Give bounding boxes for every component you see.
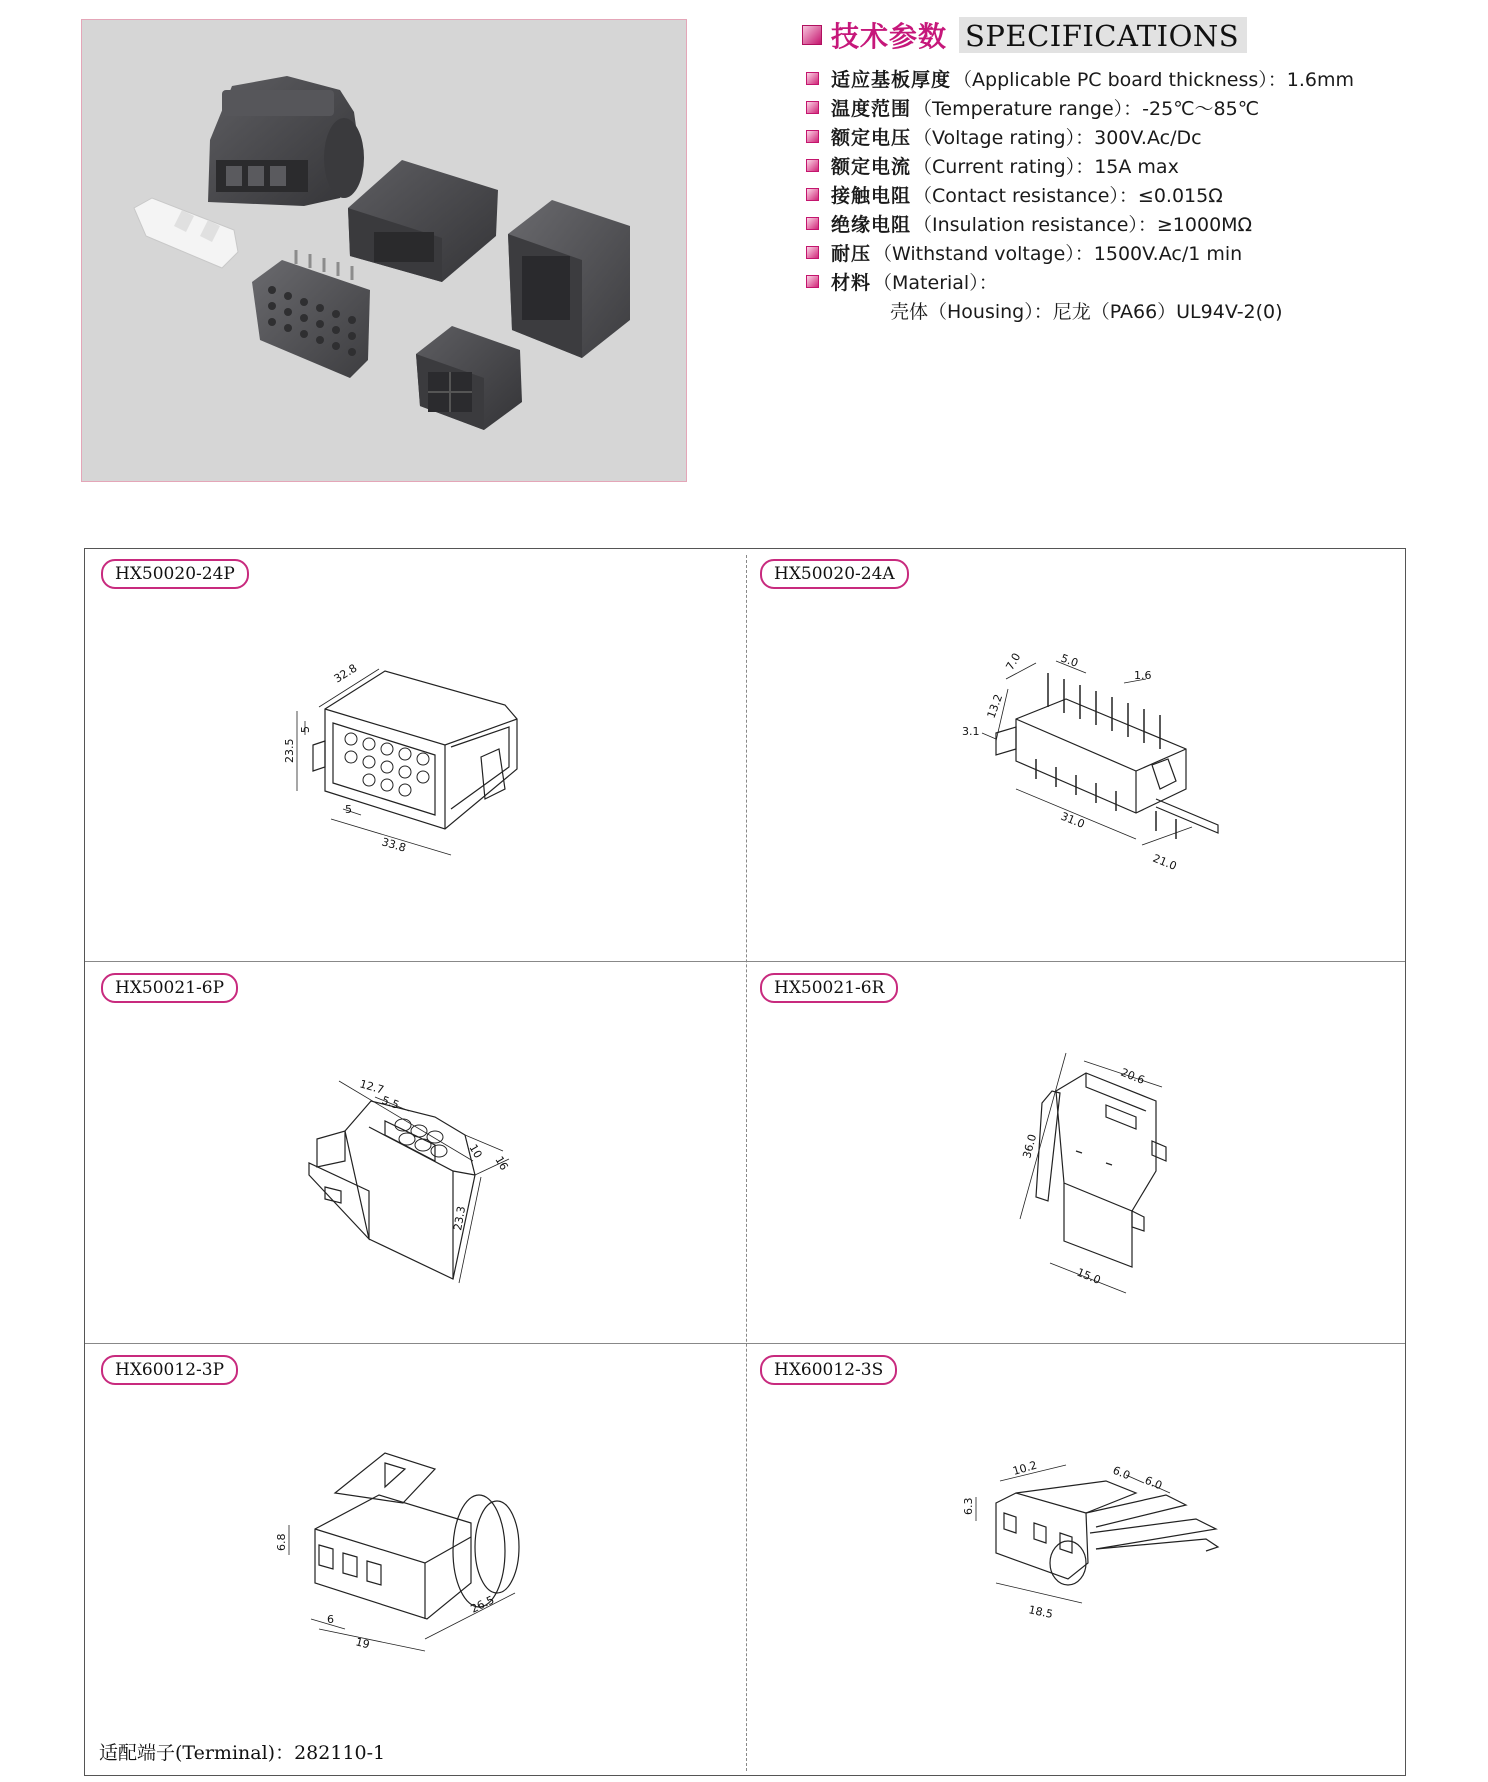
plug-24p-photo bbox=[348, 160, 498, 282]
dimension-label: 6.0 bbox=[1110, 1463, 1132, 1483]
spec-list bbox=[806, 64, 1486, 325]
dimension-label: 15.0 bbox=[1074, 1265, 1103, 1287]
dimension-label: 10.2 bbox=[1011, 1458, 1039, 1478]
drawing-cell-hx50020-24p bbox=[85, 549, 746, 961]
dimension-label: 23.3 bbox=[451, 1205, 469, 1232]
dimension-label: 5 bbox=[299, 726, 312, 733]
receptacle-6r-photo bbox=[508, 200, 630, 358]
header-24a-photo bbox=[252, 250, 370, 378]
dimension-label: 13.2 bbox=[984, 692, 1006, 721]
spec-label: 接触电阻 bbox=[831, 185, 912, 207]
drawing-hx50021-6r bbox=[956, 1031, 1256, 1291]
model-badge: HX50020-24A bbox=[760, 559, 909, 589]
bullet-square-icon bbox=[806, 101, 819, 114]
dimension-label: 6.0 bbox=[1142, 1473, 1164, 1493]
dimension-label: 3.1 bbox=[962, 725, 980, 738]
dimension-label: 16 bbox=[492, 1154, 511, 1173]
spec-value: （Temperature range）：-25℃～85℃ bbox=[913, 98, 1260, 120]
spec-row-withstand-voltage bbox=[806, 238, 1486, 267]
bullet-square-icon bbox=[802, 25, 822, 45]
dimension-label: 6.8 bbox=[275, 1533, 288, 1551]
spec-label: 适应基板厚度 bbox=[831, 69, 952, 91]
spec-title-en: SPECIFICATIONS bbox=[959, 17, 1247, 53]
spec-value: （Voltage rating）：300V.Ac/Dc bbox=[913, 127, 1202, 149]
model-badge: HX50020-24P bbox=[101, 559, 249, 589]
drawing-cell-hx50021-6r bbox=[746, 961, 1407, 1343]
plug-6p-photo bbox=[416, 326, 522, 430]
dimension-label: 36.0 bbox=[1020, 1132, 1040, 1160]
spec-label: 额定电流 bbox=[831, 156, 912, 178]
connector-photo-illustration bbox=[82, 20, 688, 483]
spec-row-current bbox=[806, 151, 1486, 180]
spec-row-insulation-resistance bbox=[806, 209, 1486, 238]
dimension-label: 12.7 bbox=[358, 1077, 386, 1097]
plug-3p-photo bbox=[208, 76, 364, 206]
dimension-label: 33.8 bbox=[380, 835, 408, 855]
bullet-square-icon bbox=[806, 130, 819, 143]
bullet-square-icon bbox=[806, 275, 819, 288]
white-clip-photo bbox=[134, 198, 238, 268]
bullet-square-icon bbox=[806, 188, 819, 201]
dimension-label: 5 bbox=[345, 803, 352, 816]
dimension-label: 7.0 bbox=[1003, 650, 1024, 673]
spec-row-contact-resistance bbox=[806, 180, 1486, 209]
spec-row-material bbox=[806, 267, 1486, 296]
dimension-label: 5.0 bbox=[1058, 651, 1080, 670]
dimension-label: 19 bbox=[354, 1635, 372, 1652]
dimension-label: 18.5 bbox=[1027, 1603, 1055, 1622]
spec-value: （Current rating）：15A max bbox=[913, 156, 1179, 178]
dimension-label: 10 bbox=[466, 1142, 485, 1161]
spec-value: （Withstand voltage）：1500V.Ac/1 min bbox=[873, 243, 1243, 265]
spec-value: （Contact resistance）：≤0.015Ω bbox=[913, 185, 1223, 207]
dimension-label: 6 bbox=[327, 1613, 334, 1626]
spec-value: （Insulation resistance）：≥1000MΩ bbox=[913, 214, 1253, 236]
spec-label: 耐压 bbox=[831, 243, 872, 265]
spec-row-temperature bbox=[806, 93, 1486, 122]
spec-row-voltage bbox=[806, 122, 1486, 151]
drawing-grid bbox=[84, 548, 1406, 1776]
spec-title-cn: 技术参数 bbox=[831, 20, 948, 53]
model-badge: HX60012-3P bbox=[101, 1355, 238, 1385]
dimension-label: 32.8 bbox=[331, 661, 360, 686]
spec-value: （Material）： bbox=[873, 272, 998, 294]
dimension-label: 31.0 bbox=[1058, 809, 1087, 831]
product-photo bbox=[81, 19, 687, 482]
spec-row-pcb-thickness bbox=[806, 64, 1486, 93]
drawing-hx50020-24a bbox=[956, 649, 1256, 889]
drawing-hx60012-3s bbox=[956, 1453, 1256, 1653]
spec-label: 温度范围 bbox=[831, 98, 912, 120]
spec-value: （Applicable PC board thickness）：1.6mm bbox=[953, 69, 1355, 91]
drawing-cell-hx60012-3p bbox=[85, 1343, 746, 1777]
drawing-cell-hx50020-24a bbox=[746, 549, 1407, 961]
model-badge: HX60012-3S bbox=[760, 1355, 897, 1385]
drawing-cell-hx50021-6p bbox=[85, 961, 746, 1343]
dimension-label: 21.0 bbox=[1150, 851, 1179, 873]
drawing-cell-hx60012-3s bbox=[746, 1343, 1407, 1777]
drawing-hx60012-3p bbox=[275, 1433, 595, 1653]
spec-label: 材料 bbox=[831, 272, 872, 294]
dimension-label: 5.5 bbox=[379, 1093, 401, 1112]
terminal-note: 适配端子(Terminal)：282110-1 bbox=[99, 1742, 386, 1764]
drawing-hx50021-6p bbox=[285, 1051, 585, 1291]
spec-label: 额定电压 bbox=[831, 127, 912, 149]
dimension-label: 20.6 bbox=[1118, 1065, 1147, 1087]
spec-housing-value: 壳体（Housing）：尼龙（PA66）UL94V-2(0) bbox=[890, 301, 1283, 323]
bullet-square-icon bbox=[806, 72, 819, 85]
dimension-label: 1.6 bbox=[1134, 669, 1152, 682]
model-badge: HX50021-6R bbox=[760, 973, 898, 1003]
dimension-label: 23.5 bbox=[283, 738, 296, 763]
dimension-label: 6.3 bbox=[962, 1497, 975, 1515]
drawing-hx50020-24p bbox=[285, 649, 585, 889]
dimension-label: 26.5 bbox=[468, 1593, 497, 1616]
bullet-square-icon bbox=[806, 159, 819, 172]
bullet-square-icon bbox=[806, 217, 819, 230]
model-badge: HX50021-6P bbox=[101, 973, 238, 1003]
spec-header bbox=[802, 16, 1247, 54]
spec-row-housing bbox=[806, 296, 1486, 325]
bullet-square-icon bbox=[806, 246, 819, 259]
spec-label: 绝缘电阻 bbox=[831, 214, 912, 236]
